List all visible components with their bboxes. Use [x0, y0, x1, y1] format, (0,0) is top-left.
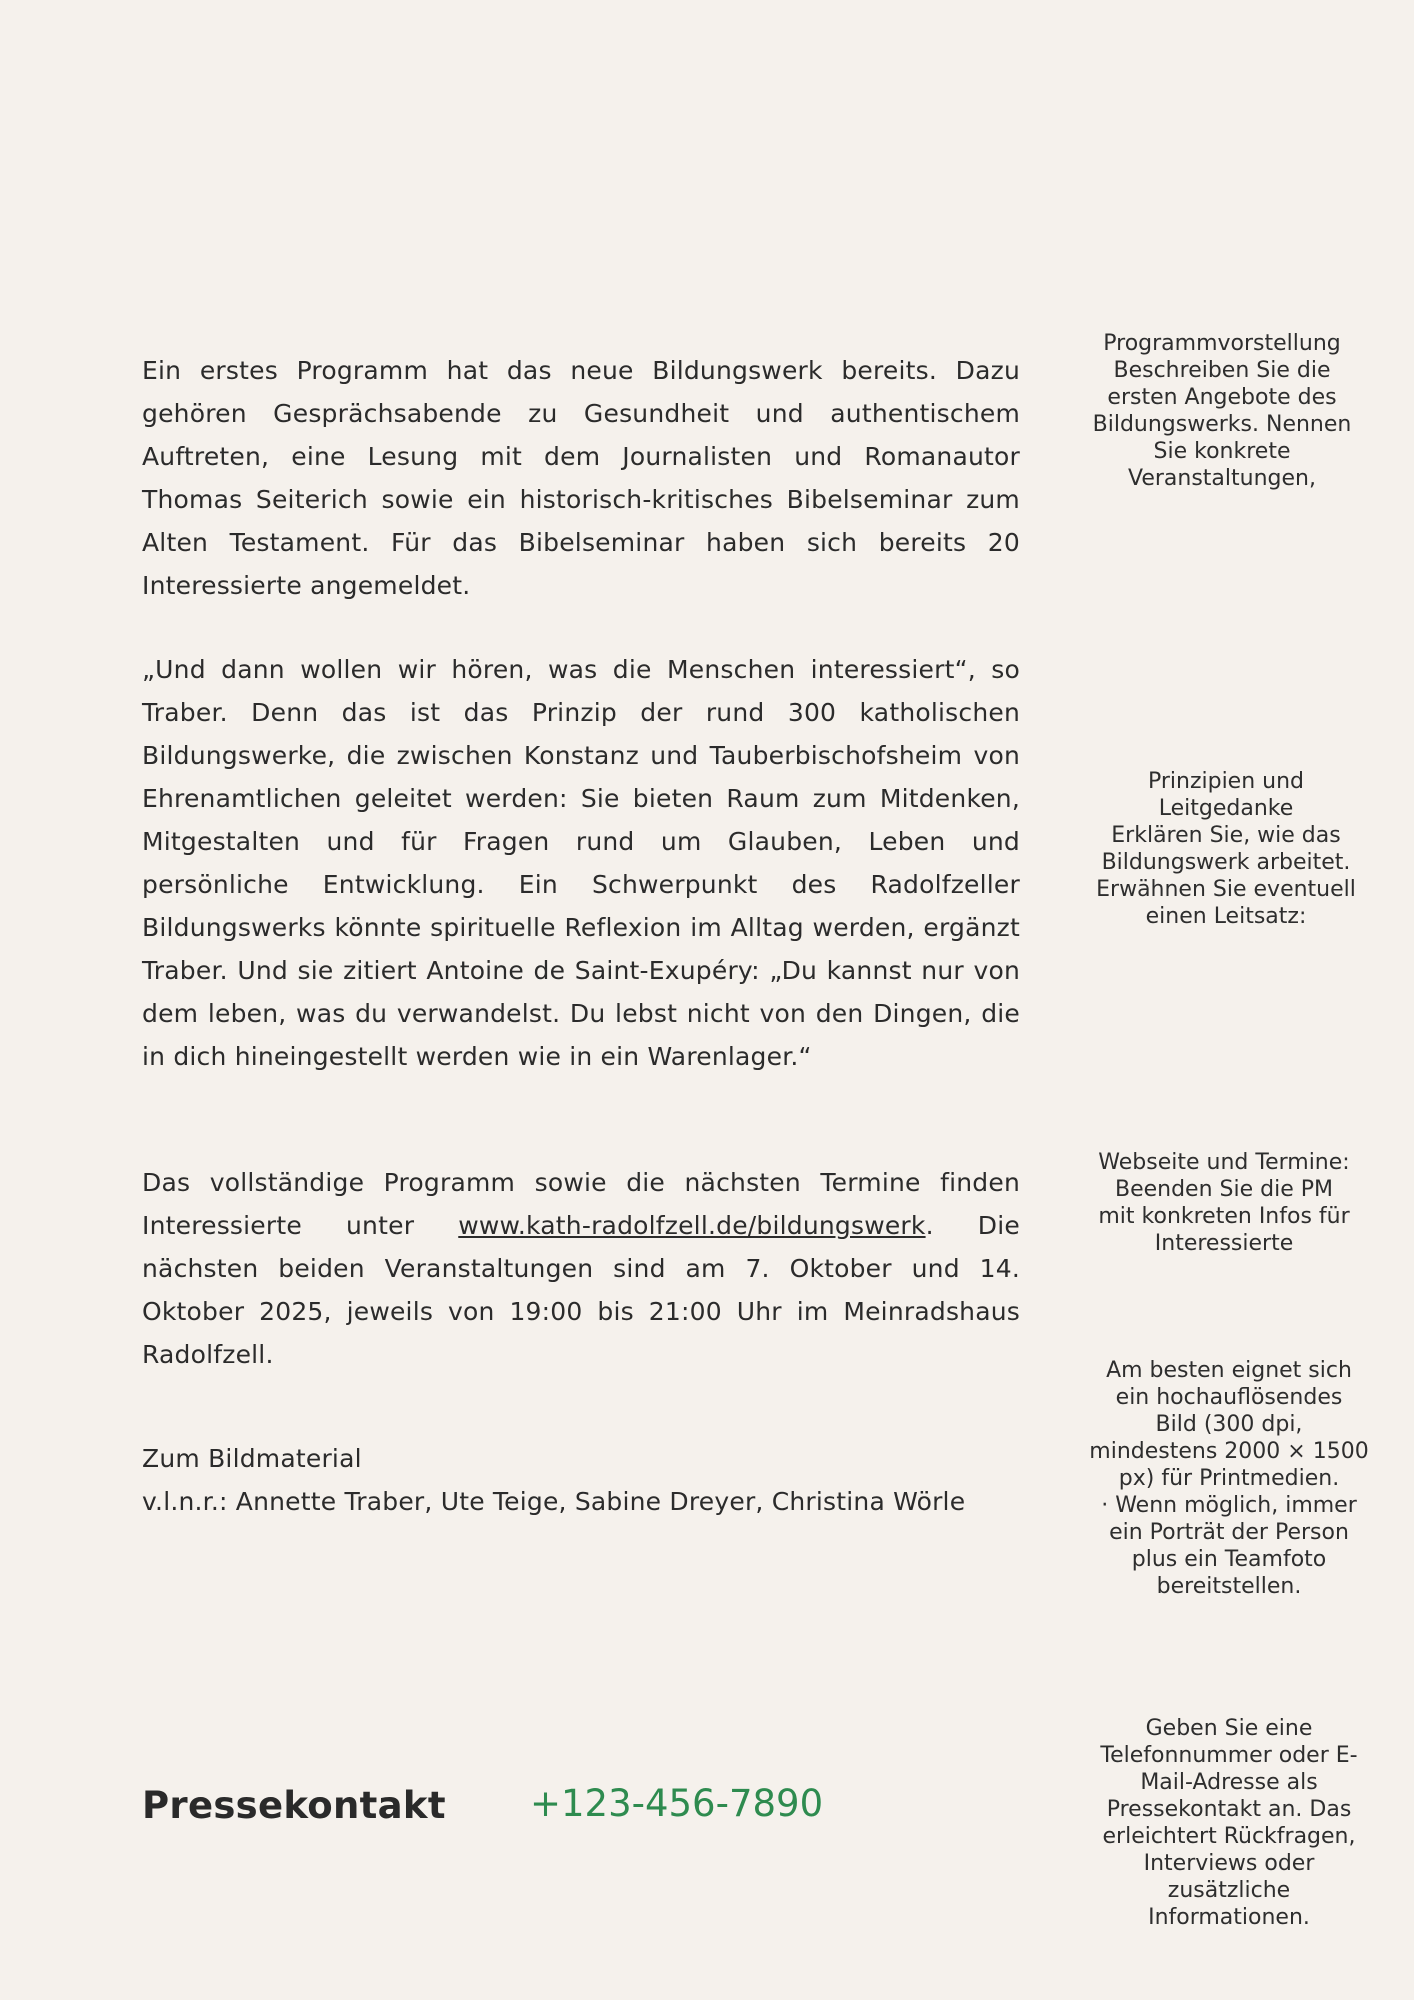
sidebar-note-website — [1064, 1149, 1384, 1257]
press-contact-phone[interactable]: +123-456-7890 — [530, 1782, 824, 1825]
note-line: Programmvorstellung — [1103, 331, 1341, 356]
image-credits-caption: v.l.n.r.: Annette Traber, Ute Teige, Sabine Dreyer, Christina Wörle — [142, 1487, 966, 1516]
note-line: ein Porträt der Person — [1109, 1520, 1349, 1545]
note-line: Webseite und Termine: — [1098, 1150, 1350, 1175]
note-line: · Wenn möglich, immer — [1101, 1493, 1357, 1518]
sidebar-note-image — [1066, 1357, 1392, 1600]
note-line: Beschreiben Sie die — [1113, 358, 1331, 383]
note-line: Am besten eignet sich — [1106, 1358, 1352, 1383]
note-line: Interessierte — [1154, 1231, 1294, 1256]
paragraph-website-text-after: . Die nächsten beiden Veranstaltungen sind am 7. Oktober und 14. Oktober 2025, jeweils von 19:00 bis 21:00 Uhr im Meinradshaus Radolfzell. — [142, 1211, 1020, 1369]
note-line: Bildungswerk arbeitet. — [1101, 850, 1351, 875]
sidebar-note-principles — [1066, 768, 1386, 930]
note-line: Leitgedanke — [1158, 796, 1294, 821]
image-credits-heading: Zum Bildmaterial — [142, 1444, 362, 1473]
note-line: Interviews oder — [1143, 1851, 1315, 1876]
paragraph-program — [142, 349, 1020, 607]
paragraph-principles-text: „Und dann wollen wir hören, was die Menschen interessiert“, so Traber. Denn das ist das Prinzip der rund 300 katholischen Bildungswerke, die zwischen Konstanz und Tauberbischofsheim von Ehrenamtlichen geleitet werden: Sie bieten Raum zum Mitdenken, Mitgestalten und für Fragen rund um Glauben, Leben und persönliche Entwicklung. Ein Schwerpunkt des Radolfzeller Bildungswerks könnte spirituelle Reflexion im Alltag werden, ergänzt Traber. Und sie zitiert Antoine de Saint-Exupéry: „Du kannst nur von dem leben, was du verwandelst. Du lebst nicht von den Dingen, die in dich hineingestellt werden wie in ein Warenlager.“ — [142, 655, 1020, 1071]
website-link[interactable]: www.kath-radolfzell.de/bildungswerk — [458, 1211, 926, 1240]
note-line: Beenden Sie die PM — [1114, 1177, 1333, 1202]
paragraph-website-text-before: Das vollständige Programm sowie die nächsten Termine finden Interessierte unter — [142, 1168, 1020, 1240]
note-line: einen Leitsatz: — [1145, 904, 1307, 929]
note-line: Bild (300 dpi, — [1155, 1412, 1303, 1437]
note-line: Veranstaltungen, — [1128, 466, 1316, 491]
note-line: zusätzliche — [1167, 1878, 1291, 1903]
note-line: mindestens 2000 × 1500 — [1089, 1439, 1369, 1464]
paragraph-website-dates — [142, 1161, 1020, 1376]
note-line: Prinzipien und — [1147, 769, 1305, 794]
paragraph-principles — [142, 648, 1020, 1078]
sidebar-note-program — [1062, 330, 1382, 492]
note-line: ein hochauflösendes — [1115, 1385, 1343, 1410]
sidebar-note-contact — [1066, 1715, 1392, 1931]
note-line: Erklären Sie, wie das — [1111, 823, 1341, 848]
note-line: mit konkreten Infos für — [1098, 1204, 1350, 1229]
note-line: ersten Angebote des — [1107, 385, 1337, 410]
note-line: px) für Printmedien. — [1118, 1466, 1340, 1491]
note-line: Sie konkrete — [1153, 439, 1291, 464]
note-line: Erwähnen Sie eventuell — [1096, 877, 1356, 902]
paragraph-program-text: Ein erstes Programm hat das neue Bildungswerk bereits. Dazu gehören Gesprächsabende zu Gesundheit und authentischem Auftreten, eine Lesung mit dem Journalisten und Romanautor Thomas Seiterich sowie ein historisch-kritisches Bibelseminar zum Alten Testament. Für das Bibelseminar haben sich bereits 20 Interessierte angemeldet. — [142, 356, 1020, 600]
note-line: Bildungswerks. Nennen — [1092, 412, 1352, 437]
note-line: plus ein Teamfoto — [1131, 1547, 1327, 1572]
image-credits — [142, 1437, 1020, 1523]
note-line: erleichtert Rückfragen, — [1102, 1824, 1356, 1849]
press-contact-heading: Pressekontakt — [142, 1784, 446, 1827]
note-line: Pressekontakt an. Das — [1106, 1797, 1352, 1822]
note-line: Geben Sie eine — [1145, 1716, 1313, 1741]
note-line: bereitstellen. — [1156, 1574, 1302, 1599]
note-line: Telefonnummer oder E- — [1100, 1743, 1358, 1768]
note-line: Informationen. — [1148, 1905, 1310, 1930]
note-line: Mail-Adresse als — [1140, 1770, 1318, 1795]
